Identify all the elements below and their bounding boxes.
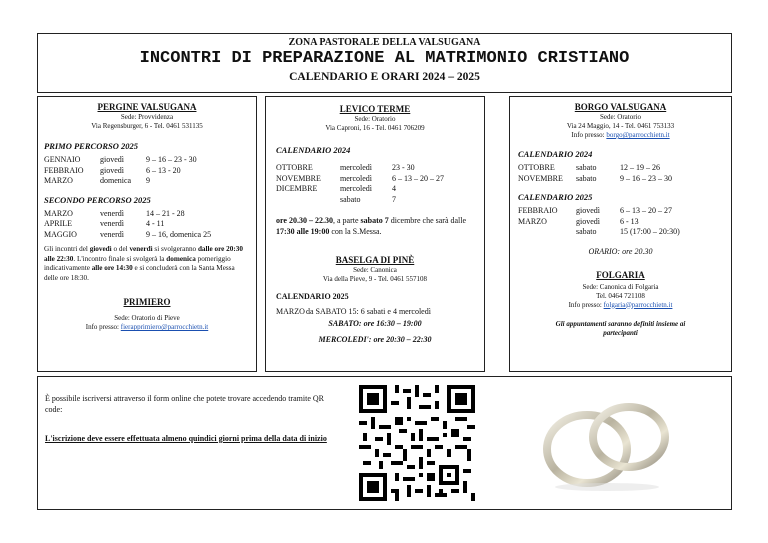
borgo-sede: Sede: Oratorio bbox=[599, 113, 641, 121]
table-row: GENNAIO giovedì 9 – 16 – 23 - 30 bbox=[44, 155, 197, 164]
borgo-info: Info presso: borgo@parrocchietn.it bbox=[571, 131, 670, 139]
levico-cal-title: CALENDARIO 2024 bbox=[276, 145, 351, 155]
borgo-cal1-list bbox=[518, 163, 723, 184]
table-row: DICEMBRE mercoledì 4 bbox=[276, 184, 396, 193]
primiero-sede: Sede: Oratorio di Pieve bbox=[114, 314, 180, 322]
table-row: sabato 15 (17:00 – 20:30) bbox=[576, 227, 680, 236]
pergine-sede: Sede: Provvidenza bbox=[120, 113, 174, 121]
borgo-cal1-title: CALENDARIO 2024 bbox=[518, 149, 593, 159]
baselga-cal-title: CALENDARIO 2025 bbox=[276, 292, 349, 301]
pergine-note: Gli incontri del giovedì o del venerdì si svolgeranno dalle ore 20:30 alle 22:30. L'incontro finale si svolgerà la domenica pomeriggio indicativamente alle ore 14:30 e si concluderà con la Santa Messa delle ore 18:30. bbox=[44, 245, 243, 282]
borgo-orario: ORARIO: ore 20.30 bbox=[588, 246, 653, 256]
table-row: NOVEMBRE sabato 9 – 16 – 23 – 30 bbox=[518, 173, 672, 183]
pergine-box bbox=[37, 96, 257, 372]
primiero-title: PRIMIERO bbox=[123, 297, 171, 307]
table-row: FEBBRAIO giovedì 6 – 13 - 20 bbox=[44, 165, 181, 175]
table-row: FEBBRAIO giovedì 6 – 13 – 20 – 27 bbox=[518, 206, 672, 215]
primiero-email-link[interactable]: fierapprimiero@parrocchietn.it bbox=[120, 323, 209, 331]
borgo-box bbox=[509, 96, 732, 372]
baselga-line2: SABATO: ore 16:30 – 19:00 bbox=[328, 319, 422, 328]
folgaria-tel: Tel. 0464 721108 bbox=[596, 291, 645, 300]
borgo-cal2-title: CALENDARIO 2025 bbox=[518, 192, 593, 202]
table-row: MARZO giovedì 6 - 13 bbox=[518, 216, 639, 226]
qr-code-icon[interactable] bbox=[359, 385, 475, 501]
levico-note: ore 20.30 – 22.30, a parte sabato 7 dicembre che sarà dalle 17:30 alle 19:00 con la S.Messa. bbox=[276, 216, 467, 236]
table-row: OTTOBRE mercoledì 23 - 30 bbox=[276, 163, 415, 172]
page-title: INCONTRI DI PREPARAZIONE AL MATRIMONIO CRISTIANO bbox=[139, 49, 630, 68]
borgo-email-link[interactable]: borgo@parrocchietn.it bbox=[606, 131, 670, 139]
folgaria-info: Info presso: folgaria@parrocchietn.it bbox=[568, 300, 673, 309]
levico-box bbox=[265, 96, 485, 372]
folgaria-email-link[interactable]: folgaria@parrocchietn.it bbox=[603, 300, 673, 309]
baselga-sede: Sede: Canonica bbox=[353, 266, 397, 274]
table-row: NOVEMBRE mercoledì 6 – 13 – 20 – 27 bbox=[276, 173, 444, 183]
pergine-first-title: PRIMO PERCORSO 2025 bbox=[44, 141, 138, 151]
pergine-second-list bbox=[44, 209, 250, 241]
borgo-address: Via 24 Maggio, 14 - Tel. 0461 753133 bbox=[566, 122, 675, 130]
footer-intro: È possibile iscriversi attraverso il form online che potete trovare accedendo tramite QR code: bbox=[45, 394, 325, 414]
folgaria-note: Gli appuntamenti saranno definiti insieme ai partecipanti bbox=[555, 319, 686, 337]
footer-box bbox=[37, 376, 732, 510]
folgaria-sede: Sede: Canonica di Folgaria bbox=[582, 282, 659, 291]
pergine-title: PERGINE VALSUGANA bbox=[97, 102, 197, 112]
zone-title: ZONA PASTORALE DELLA VALSUGANA bbox=[288, 37, 481, 48]
table-row: MAGGIO venerdì 9 – 16, domenica 25 bbox=[44, 229, 212, 239]
baselga-title: BASELGA DI PINÈ bbox=[335, 255, 415, 265]
baselga-line3: MERCOLEDI': ore 20:30 – 22:30 bbox=[318, 335, 432, 344]
levico-title: LEVICO TERME bbox=[339, 104, 411, 114]
table-row: APRILE venerdì 4 - 11 bbox=[44, 219, 165, 228]
baselga-address: Via della Pieve, 9 - Tel. 0461 557108 bbox=[322, 275, 428, 283]
levico-list bbox=[276, 163, 474, 205]
table-row: MARZO venerdì 14 – 21 - 28 bbox=[44, 208, 185, 218]
pergine-second-title: SECONDO PERCORSO 2025 bbox=[44, 194, 151, 205]
page-subtitle: CALENDARIO E ORARI 2024 – 2025 bbox=[289, 71, 480, 83]
wedding-rings-icon bbox=[535, 395, 680, 495]
header-box bbox=[37, 33, 732, 93]
pergine-address: Via Regensburger, 6 - Tel. 0461 531135 bbox=[91, 122, 203, 130]
borgo-title: BORGO VALSUGANA bbox=[574, 102, 667, 112]
primiero-info: Info presso: fierapprimiero@parrocchietn.it bbox=[85, 323, 209, 331]
table-row: OTTOBRE sabato 12 – 19 – 26 bbox=[518, 163, 660, 172]
borgo-cal2-list bbox=[518, 206, 723, 238]
table-row: MARZO domenica 9 bbox=[44, 176, 150, 185]
levico-address: Via Caproni, 16 - Tel. 0461 706209 bbox=[325, 124, 425, 132]
footer-deadline: L'iscrizione deve essere effettuata almeno quindici giorni prima della data di inizio bbox=[45, 434, 327, 443]
baselga-line1: MARZO da SABATO 15: 6 sabati e 4 mercoledì bbox=[276, 307, 431, 316]
levico-sede: Sede: Oratorio bbox=[354, 115, 396, 123]
pergine-first-list bbox=[44, 155, 250, 187]
folgaria-title: FOLGARIA bbox=[596, 269, 645, 280]
table-row: sabato 7 bbox=[340, 194, 396, 204]
